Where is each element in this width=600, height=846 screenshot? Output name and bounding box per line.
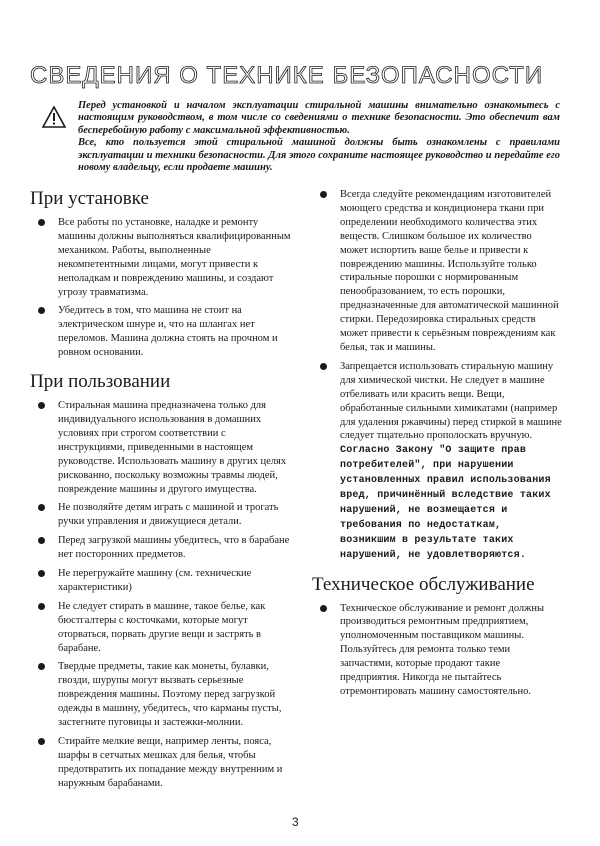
list-item: Запрещается использовать стиральную машину для химической чистки. Не следует в машине отбеливать или красить вещи. Вещи, обработанные сильными химикатами (например для удаления ржавчины) перед стиркой в машине следует тщательно прополоскать вручную. Согласно Закону "О защите прав потребителей", при нарушении установленных правил использования вред, причинённый вследствие таких нарушений, не возмещается и требования по недостаткам, возникшим в результате таких нарушений, не удовлетворяются. xyxy=(312,360,562,563)
intro-paragraph: Перед установкой и началом эксплуатации стиральной машины внимательно ознакомьтесь с настоящим руководством, в том числе со сведениями о технике безопасности. Это обеспечит вам бесперебойную работу с максимальной эффективностью. xyxy=(78,100,560,136)
list-item: Убедитесь в том, что машина не стоит на электрическом шнуре и, что на шлангах нет переломов. Машина должна стоять на прочном и ровном основании. xyxy=(30,304,292,360)
bullet-icon xyxy=(320,363,327,370)
bullet-icon xyxy=(38,570,45,577)
list-item: Перед загрузкой машины убедитесь, что в барабане нет посторонних предметов. xyxy=(30,534,292,562)
intro-text xyxy=(78,100,560,174)
list-item: Не перегружайте машину (см. технические характеристики) xyxy=(30,567,292,595)
bullet-icon xyxy=(320,191,327,198)
list-item: Твердые предметы, такие как монеты, булавки, гвозди, шурупы могут вызвать серьезные повреждения машины. Поэтому перед загрузкой одежды в машину, убедитесь, что карманы пусты, застегните пуговицы и застежки-молнии. xyxy=(30,660,292,730)
law-note: Согласно Закону "О защите прав потребителей", при нарушении установленных правил использования вред, причинённый вследствие таких нарушений, не возмещается и требования по недостаткам, возникшим в результате таких нарушений, не удовлетворяются. xyxy=(340,445,551,561)
usage-list-continued xyxy=(312,188,562,563)
bullet-icon xyxy=(38,307,45,314)
bullet-icon xyxy=(38,738,45,745)
bullet-icon xyxy=(38,663,45,670)
bullet-icon xyxy=(320,605,327,612)
bullet-icon xyxy=(38,402,45,409)
bullet-icon xyxy=(38,504,45,511)
list-item: Не следует стирать в машине, такое белье, как бюстгалтеры с косточками, которые могут оторваться, порвать другие вещи и застрять в барабане. xyxy=(30,600,292,656)
bullet-icon xyxy=(38,537,45,544)
usage-list xyxy=(30,399,292,791)
bullet-icon xyxy=(38,219,45,226)
list-item: Всегда следуйте рекомендациям изготовителей моющего средства и кондиционера ткани при определении необходимого количества этих веществ. Слишком большое их количество может испортить ваше белье и привести к повреждению машины. Используйте только стиральные порошки с нормированным пенообразованием, то есть порошки, предназначенные для автоматической машинной стирки. Передозировка стиральных средств может привести к серьёзным повреждениям как белья, так и машины. xyxy=(312,188,562,355)
page-title: СВЕДЕНИЯ О ТЕХНИКЕ БЕЗОПАСНОСТИ xyxy=(30,62,544,89)
list-item: Все работы по установке, наладке и ремонту машины должны выполняться квалифицированным механиком. Работы, выполненные некомпетентными лицами, могут привести к неполадкам и повреждению машины, и создают угрозу травматизма. xyxy=(30,216,292,299)
list-item: Стирайте мелкие вещи, например ленты, пояса, шарфы в сетчатых мешках для белья, чтобы предотвратить их попадание между внутренним и наружным барабанами. xyxy=(30,735,292,791)
page-number: 3 xyxy=(292,815,299,829)
list-item: Техническое обслуживание и ремонт должны производиться ремонтным предприятием, уполномоченным поставщиком машины. Пользуйтесь для ремонта только теми запчастями, которые продают такие предприятия. Никогда не пытайтесь отремонтировать машину самостоятельно. xyxy=(312,602,562,699)
left-column xyxy=(30,188,292,796)
right-column xyxy=(312,188,562,704)
install-list xyxy=(30,216,292,360)
section-heading-install: При установке xyxy=(30,188,149,209)
section-heading-service: Техническое обслуживание xyxy=(312,573,535,595)
bullet-icon xyxy=(38,603,45,610)
list-item: Стиральная машина предназначена только для индивидуального использования в домашних условиях при строгом соответствии с инструкциями, приведенными в настоящем руководстве. Использовать машину в других целях рискованно, поскольку возможны травмы людей, повреждение машины и другого имущества. xyxy=(30,399,292,496)
list-item: Не позволяйте детям играть с машиной и трогать ручки управления и движущиеся детали. xyxy=(30,501,292,529)
service-list xyxy=(312,602,562,699)
section-heading-usage: При пользовании xyxy=(30,371,171,393)
warning-icon xyxy=(42,106,66,128)
intro-paragraph: Все, кто пользуется этой стиральной машиной должны быть ознакомлены с правилами эксплуатации и техники безопасности. Для этого сохраните настоящее руководство и передайте его новому владельцу, если продаете машину. xyxy=(78,137,560,174)
